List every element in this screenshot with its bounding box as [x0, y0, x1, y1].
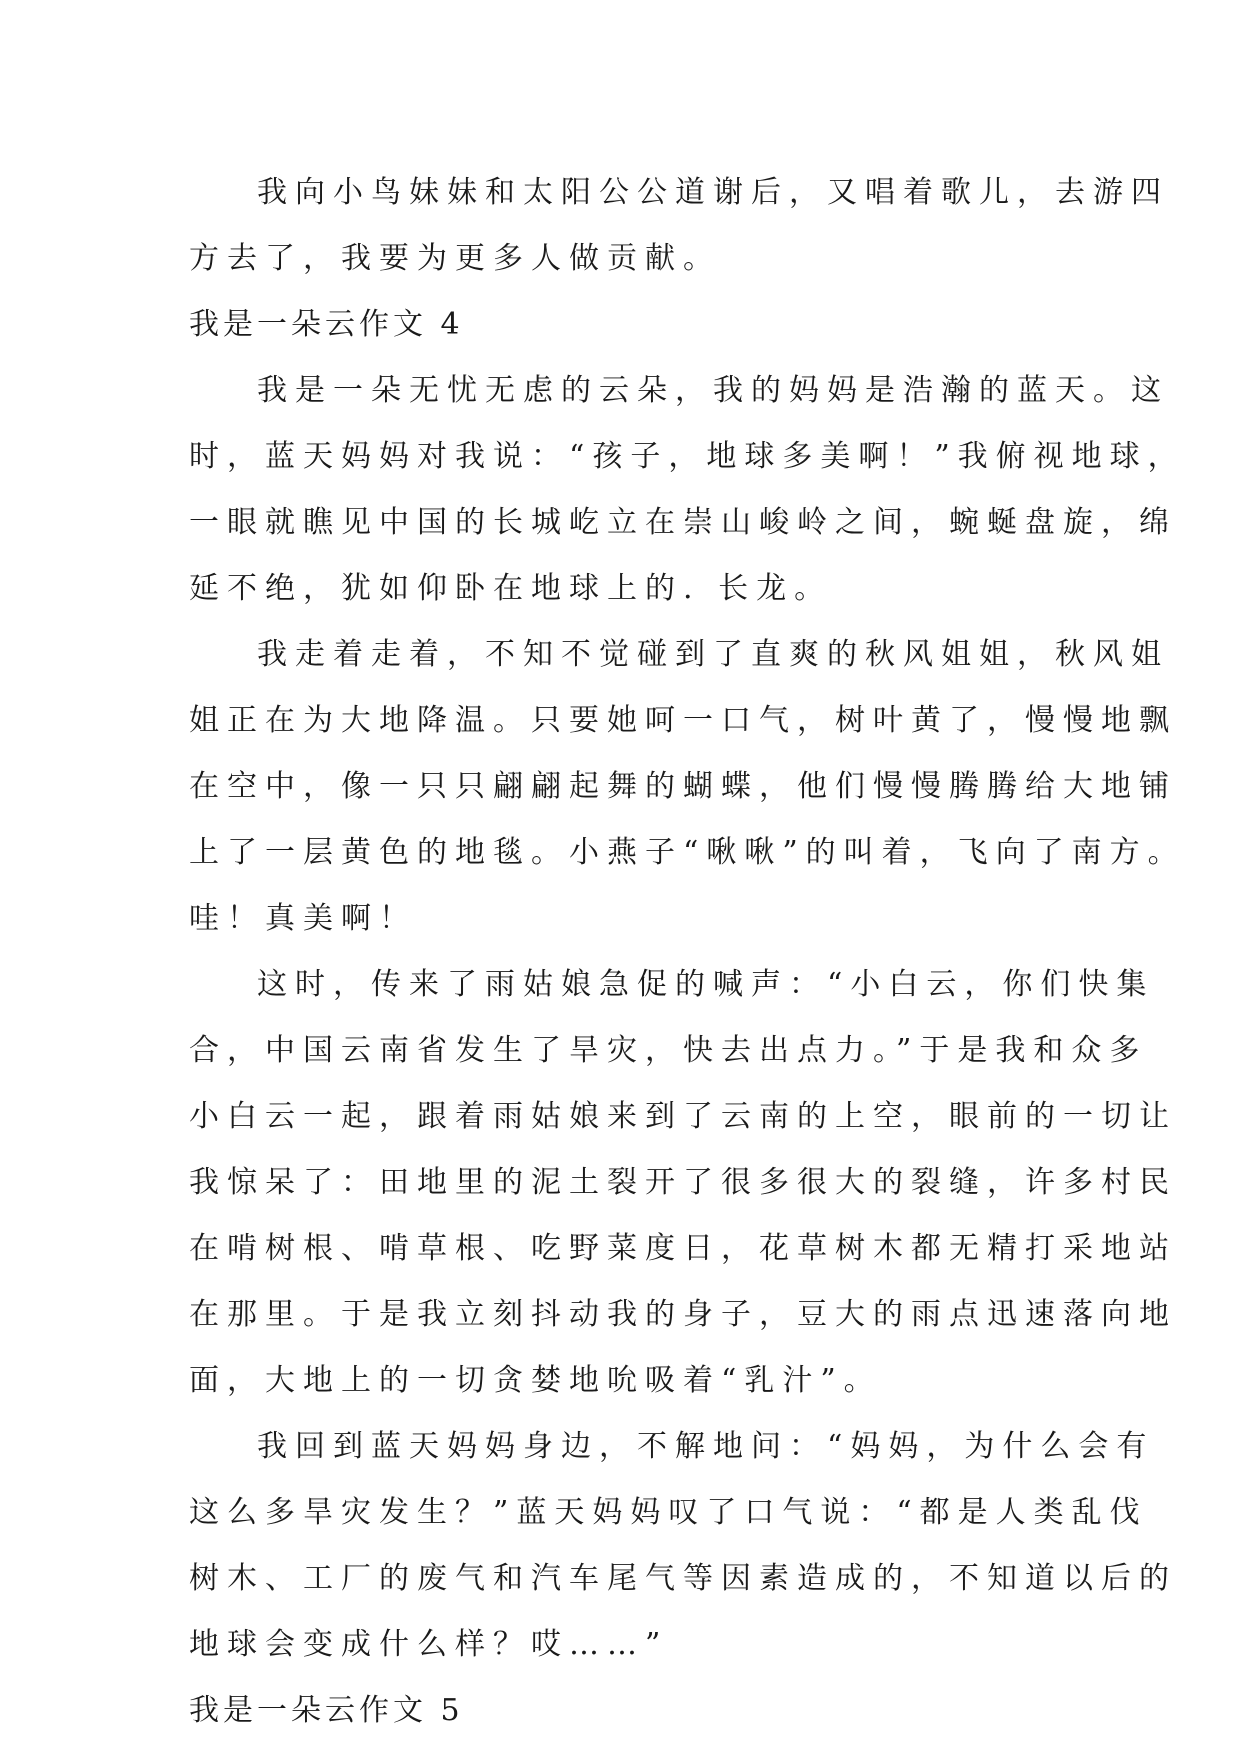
text-line: 延不绝，犹如仰卧在地球上的. 长龙。 [189, 571, 833, 606]
text-line: 合，中国云南省发生了旱灾，快去出点力。”于是我和众多 [189, 1033, 1148, 1068]
text-line: 地球会变成什么样？哎……” [189, 1627, 669, 1662]
section-heading [189, 1678, 1069, 1744]
text-line: 哇！真美啊！ [189, 901, 417, 936]
paragraph [189, 358, 1186, 622]
text-line: 这么多旱灾发生？”蓝天妈妈叹了口气说：“都是人类乱伐 [189, 1495, 1148, 1530]
text-line: 时，蓝天妈妈对我说：“孩子，地球多美啊！”我俯视地球， [189, 439, 1186, 474]
text-line: 面，大地上的一切贪婪地吮吸着“乳汁”。 [189, 1363, 882, 1398]
text-line: 在啃树根、啃草根、吃野菜度日，花草树木都无精打采地站 [189, 1231, 1177, 1266]
text-line: 我走着走着，不知不觉碰到了直爽的秋风姐姐，秋风姐 [257, 637, 1169, 672]
text-line: 在那里。于是我立刻抖动我的身子，豆大的雨点迅速落向地 [189, 1297, 1177, 1332]
text-line: 上了一层黄色的地毯。小燕子“啾啾”的叫着，飞向了南方。 [189, 835, 1186, 870]
text-line: 姐正在为大地降温。只要她呵一口气，树叶黄了，慢慢地飘 [189, 703, 1177, 738]
section-heading [189, 292, 1069, 358]
text-line: 小白云一起，跟着雨姑娘来到了云南的上空，眼前的一切让 [189, 1099, 1177, 1134]
text-line: 方去了，我要为更多人做贡献。 [189, 241, 721, 276]
text-line: 我惊呆了：田地里的泥土裂开了很多很大的裂缝，许多村民 [189, 1165, 1177, 1200]
text-line: 我向小鸟妹妹和太阳公公道谢后，又唱着歌儿，去游四 [257, 175, 1169, 210]
paragraph [189, 952, 1177, 1414]
text-line: 树木、工厂的废气和汽车尾气等因素造成的，不知道以后的 [189, 1561, 1177, 1596]
paragraph [189, 1414, 1177, 1678]
text-line: 我回到蓝天妈妈身边，不解地问：“妈妈，为什么会有 [257, 1429, 1155, 1464]
heading-text: 我是一朵云作文 5 [189, 1693, 464, 1728]
paragraph [189, 160, 1169, 292]
paragraph [189, 622, 1186, 952]
document-page [189, 160, 1186, 1744]
heading-text: 我是一朵云作文 4 [189, 307, 464, 342]
text-line: 我是一朵无忧无虑的云朵，我的妈妈是浩瀚的蓝天。这 [257, 373, 1169, 408]
text-line: 一眼就瞧见中国的长城屹立在崇山峻岭之间，蜿蜒盘旋，绵 [189, 505, 1177, 540]
text-line: 这时，传来了雨姑娘急促的喊声：“小白云，你们快集 [257, 967, 1155, 1002]
text-line: 在空中，像一只只翩翩起舞的蝴蝶，他们慢慢腾腾给大地铺 [189, 769, 1177, 804]
